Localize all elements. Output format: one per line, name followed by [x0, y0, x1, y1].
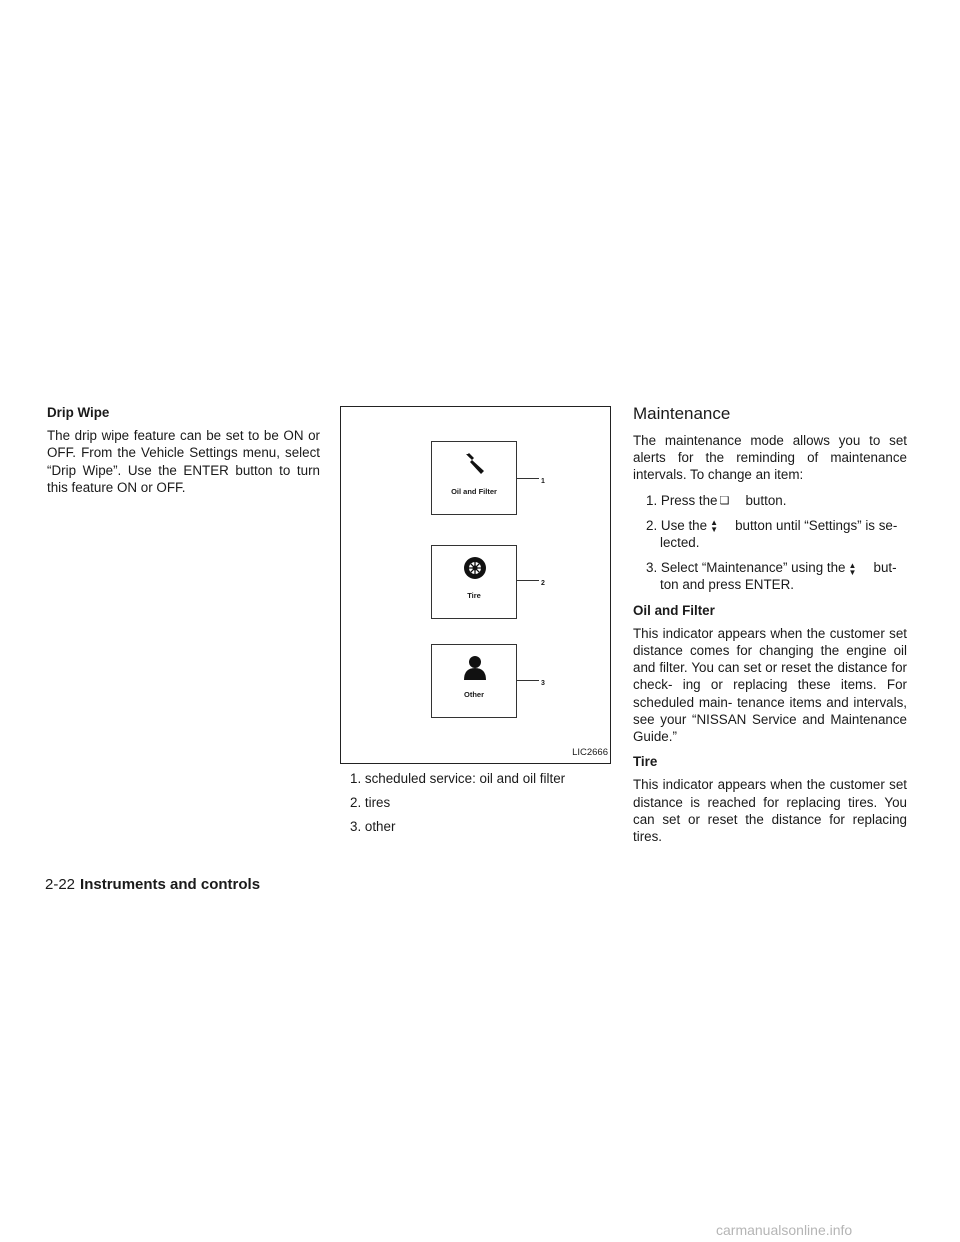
step-text-after: button until “Settings” is se- lected. [660, 517, 898, 551]
drip-wipe-body: The drip wipe feature can be set to be ON or OFF. From the Vehicle Settings menu, select “Drip Wipe”. Use the ENTER button to turn this feature ON or OFF. [47, 428, 320, 495]
maintenance-figure [340, 406, 611, 764]
oil-filter-box [431, 441, 517, 515]
leader-line-2 [517, 580, 539, 581]
other-label: Other [463, 689, 484, 699]
step-number: 2. [646, 517, 658, 533]
menu-button-icon: ❏ [719, 495, 730, 508]
oil-filter-body: This indicator appears when the customer set distance comes for changing the engine oil and filter. You can set or reset the distance for check- ing or replacing these items. For scheduled main- tenance items and intervals, see your “NISSAN Service and Maintenance Guide.” [633, 625, 907, 745]
drip-wipe-section [47, 404, 320, 504]
footer-section-title: Instruments and controls [80, 876, 261, 893]
tire-body: This indicator appears when the customer set distance is reached for replacing tires. You can set or reset the distance for replacing tires. [633, 777, 907, 845]
step-number: 1. [646, 492, 658, 508]
step-text-after: button. [745, 492, 787, 508]
step-1 [633, 492, 907, 509]
wrench-icon [463, 452, 487, 478]
person-icon [463, 655, 487, 681]
figure-code: LIC2666 [572, 744, 608, 761]
tire-box [431, 545, 517, 619]
caption-3: 3. other [350, 819, 396, 835]
up-down-button-icon: ▲ ▼ [710, 518, 719, 535]
step-text-before: Select “Maintenance” using the [660, 560, 846, 576]
callout-number-3: 3 [541, 680, 545, 687]
oil-filter-label: Oil and Filter [451, 486, 497, 496]
step-text-before: Press the [660, 492, 718, 508]
drip-wipe-heading: Drip Wipe [47, 405, 110, 420]
step-2 [633, 517, 907, 551]
step-number: 3. [646, 560, 658, 576]
callout-number-2: 2 [541, 580, 545, 587]
maintenance-section [633, 404, 907, 853]
page-footer [45, 876, 260, 893]
watermark: carmanualsonline.info [716, 1222, 853, 1238]
caption-1: 1. scheduled service: oil and oil filter [350, 771, 566, 786]
maintenance-figure-column [340, 406, 611, 843]
caption-2: 2. tires [350, 795, 391, 811]
maintenance-intro: The maintenance mode allows you to set alerts for the reminding of maintenance intervals. To change an item: [633, 433, 907, 483]
up-down-button-icon: ▲ ▼ [848, 560, 857, 577]
leader-line-3 [517, 680, 539, 681]
leader-line-1 [517, 478, 539, 479]
figure-captions [340, 770, 611, 836]
maintenance-steps [633, 492, 907, 594]
step-text-after: but- ton and press ENTER. [660, 560, 897, 593]
oil-filter-heading: Oil and Filter [633, 602, 715, 618]
other-box [431, 644, 517, 718]
page-number: 2-22 [45, 876, 76, 893]
step-3 [633, 559, 907, 593]
tire-icon [463, 556, 487, 580]
maintenance-title: Maintenance [633, 404, 731, 423]
callout-number-1: 1 [541, 478, 545, 485]
step-text-before: Use the [660, 517, 708, 533]
tire-label: Tire [467, 590, 481, 600]
tire-heading: Tire [633, 754, 658, 770]
